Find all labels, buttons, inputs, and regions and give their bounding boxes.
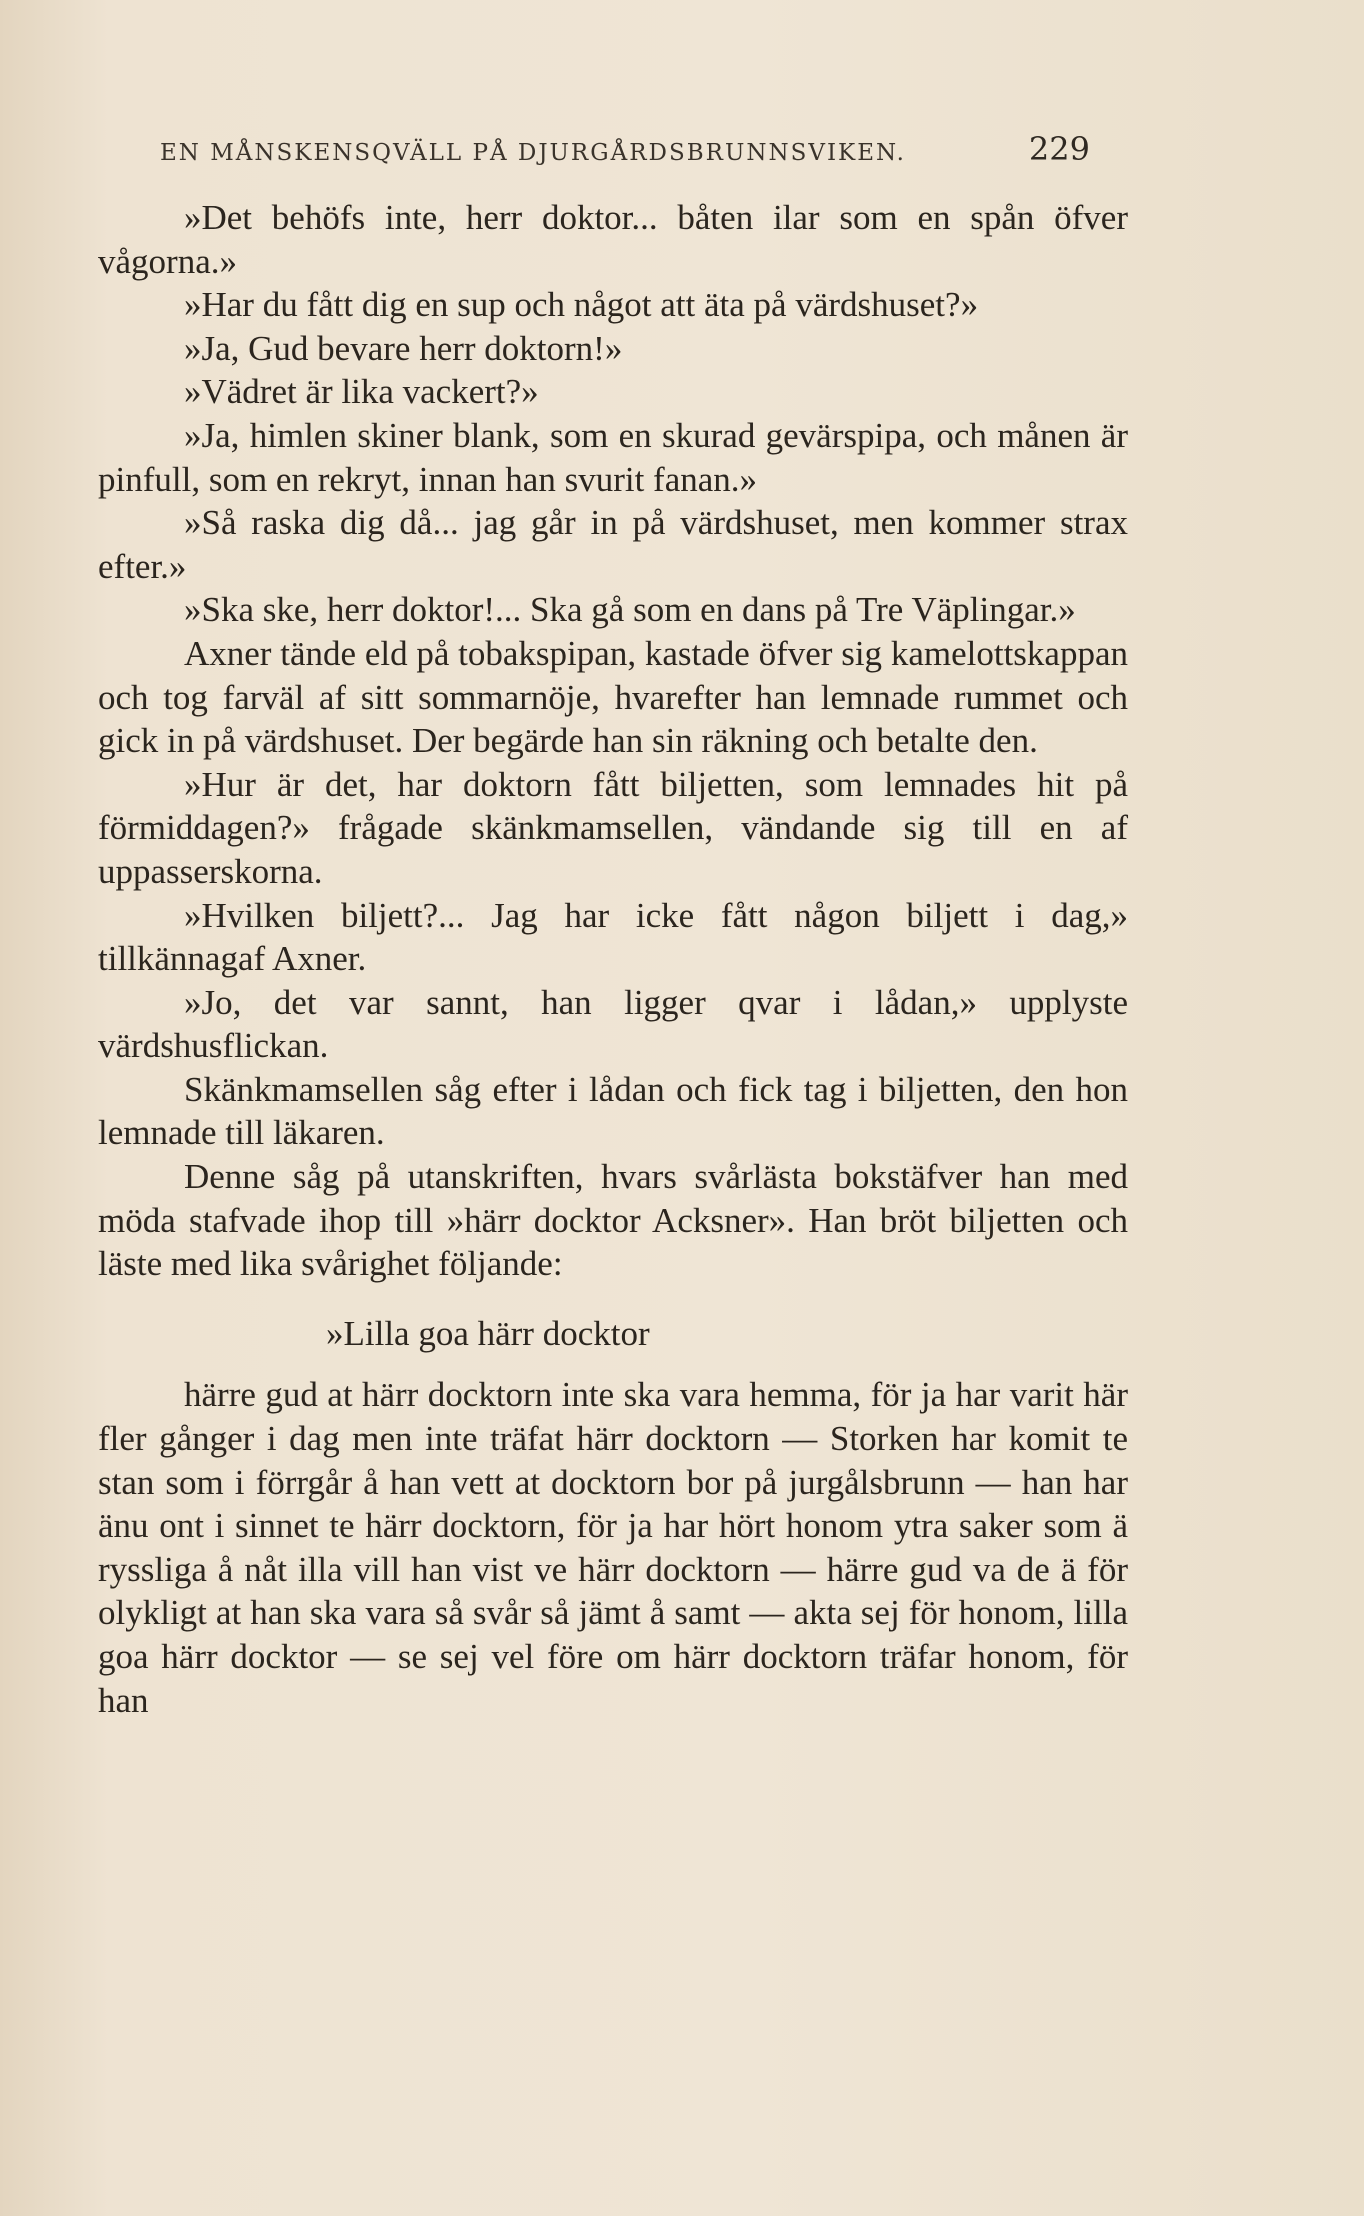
paragraph: »Jo, det var sannt, han ligger qvar i lådan,» upplyste värdshusflickan. xyxy=(98,982,1128,1066)
paragraph: Denne såg på utanskriften, hvars svårlästa bokstäfver han med möda stafvade ihop till »härr docktor Acksner». Han bröt biljetten och läste med lika svårighet följande: xyxy=(98,1157,1128,1284)
paragraph: »Ja, Gud bevare herr doktorn!» xyxy=(184,328,623,368)
page-number: 229 xyxy=(1028,130,1090,168)
paragraph: Axner tände eld på tobakspipan, kastade öfver sig kamelottskappan och tog farväl af sitt sommarnöje, hvarefter han lemnade rummet och gick in på värdshuset. Der begärde han sin räkning och betalte den. xyxy=(98,633,1128,761)
paragraph: »Ska ske, herr doktor!... Ska gå som en dans på Tre Väplingar.» xyxy=(184,590,1076,630)
quoted-letter xyxy=(98,1312,1128,1722)
letter-salutation: »Lilla goa härr docktor xyxy=(326,1313,650,1353)
paragraph: »Hvilken biljett?... Jag har icke fått någon biljett i dag,» tillkännagaf Axner. xyxy=(98,895,1128,979)
page-header xyxy=(160,130,1090,168)
running-title: EN MÅNSKENSQVÄLL PÅ DJURGÅRDSBRUNNSVIKEN. xyxy=(160,140,906,166)
paragraph: Skänkmamsellen såg efter i lådan och fick tag i biljetten, den hon lemnade till läkaren. xyxy=(98,1069,1128,1153)
paragraph: »Ja, himlen skiner blank, som en skurad gevärspipa, och månen är pinfull, som en rekryt, innan han svurit fanan.» xyxy=(98,415,1128,499)
body-text xyxy=(98,196,1128,1722)
paragraph: »Vädret är lika vackert?» xyxy=(184,372,539,412)
paragraph: »Har du fått dig en sup och något att äta på värdshuset?» xyxy=(184,285,979,325)
paragraph: »Hur är det, har doktorn fått biljetten, som lemnades hit på förmiddagen?» frågade skänkmamsellen, vändande sig till en af uppasserskorna. xyxy=(98,764,1128,891)
paragraph: »Det behöfs inte, herr doktor... båten ilar som en spån öfver vågorna.» xyxy=(98,198,1128,281)
letter-body: härre gud at härr docktorn inte ska vara hemma, för ja har varit här fler gånger i dag men inte träfat härr docktorn — Storken har komit te stan som i förrgår å han vett at docktorn bor på jurgålsbrunn — han har änu ont i sinnet te härr docktorn, för ja har hört honom ytra saker som ä ryssliga å nåt illa vill han vist ve härr docktorn — härre gud va de ä för olykligt at han ska vara så svår så jämt å samt — akta sej för honom, lilla goa härr docktor — se sej vel före om härr docktorn träfar honom, för han xyxy=(98,1375,1128,1720)
paragraph: »Så raska dig då... jag går in på värdshuset, men kommer strax efter.» xyxy=(98,503,1128,586)
